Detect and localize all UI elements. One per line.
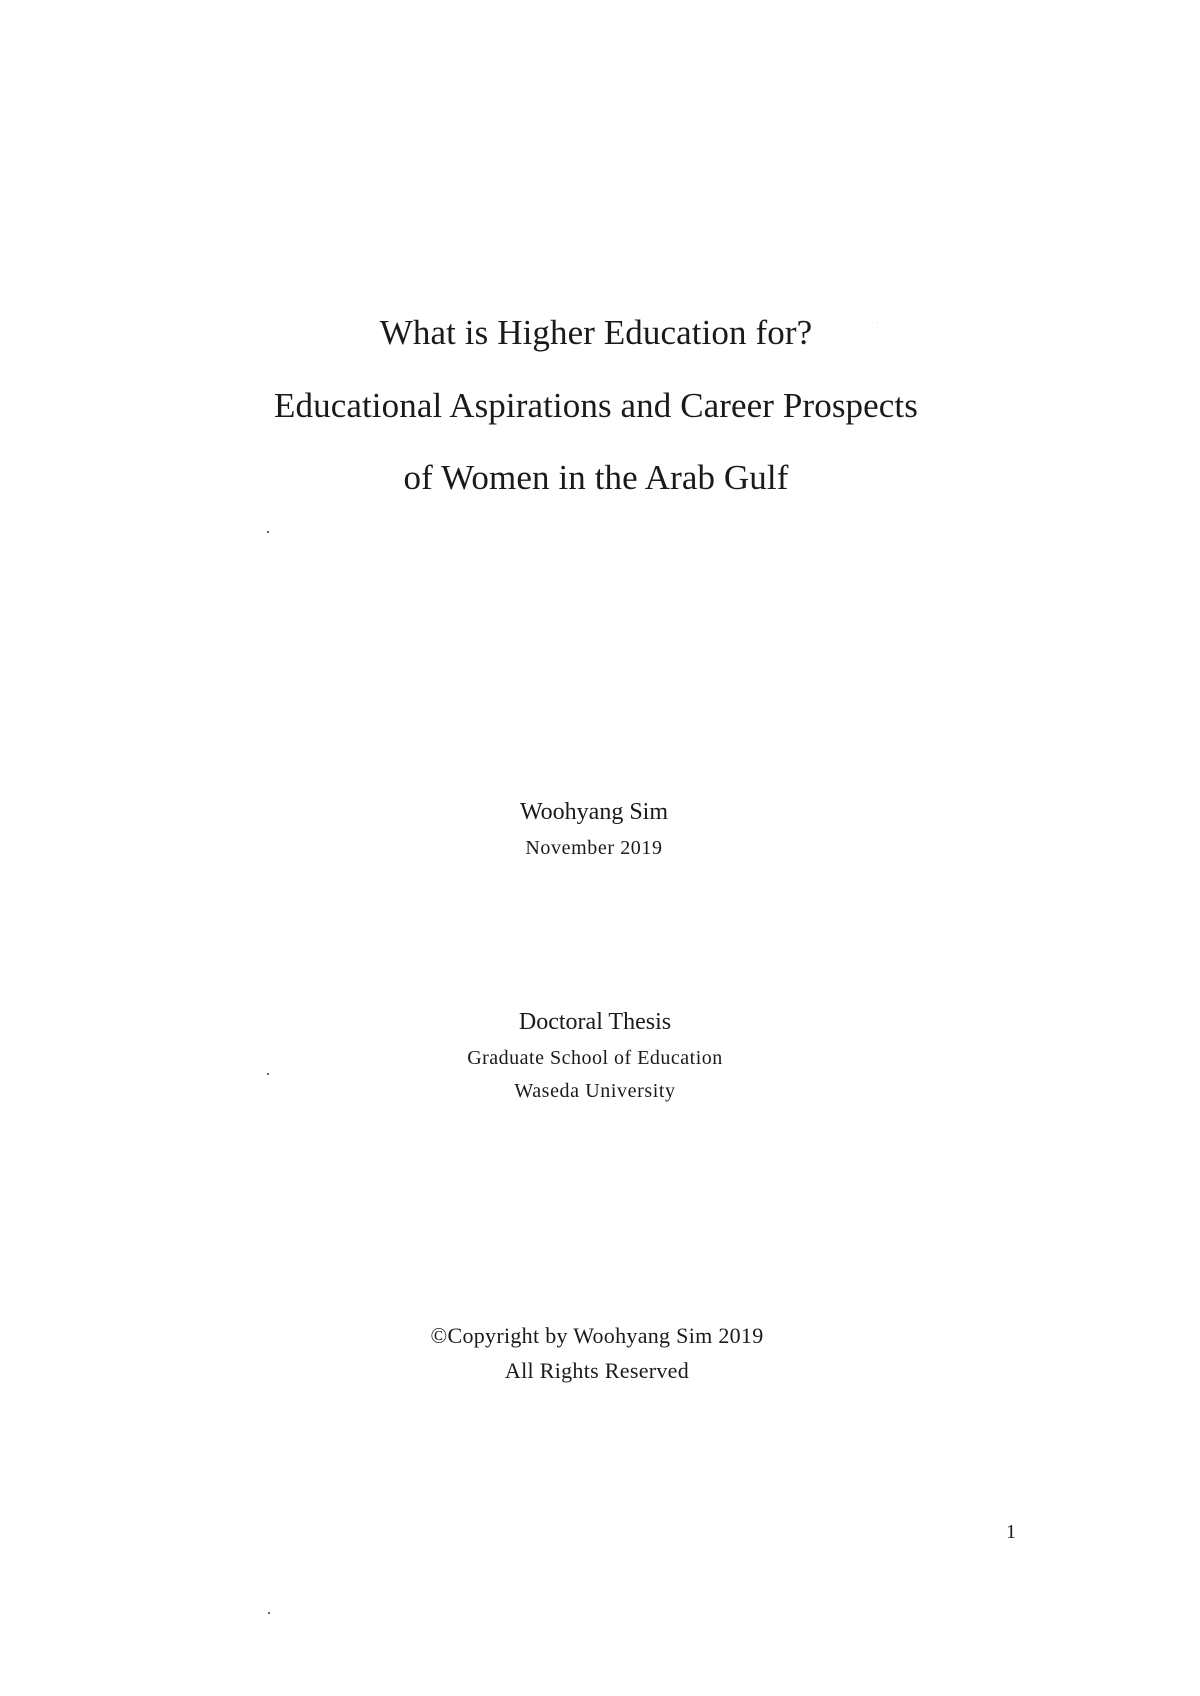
scan-speck bbox=[267, 531, 269, 533]
thesis-title-line-1: What is Higher Education for? bbox=[379, 313, 813, 352]
copyright-notice: ©Copyright by Woohyang Sim 2019 bbox=[430, 1323, 764, 1348]
scan-speck bbox=[877, 322, 878, 323]
thesis-title-line-2: Educational Aspirations and Career Prospects bbox=[274, 386, 918, 425]
author-name: Woohyang Sim bbox=[519, 799, 669, 825]
rights-reserved: All Rights Reserved bbox=[504, 1358, 690, 1383]
scan-speck bbox=[267, 1073, 269, 1075]
page-number: 1 bbox=[1006, 1521, 1016, 1543]
submission-date: November 2019 bbox=[525, 837, 663, 859]
degree-type: Doctoral Thesis bbox=[518, 1009, 672, 1035]
university-name: Waseda University bbox=[514, 1080, 676, 1102]
graduate-school: Graduate School of Education bbox=[467, 1047, 723, 1069]
thesis-title-line-3: of Women in the Arab Gulf bbox=[403, 458, 789, 497]
scan-speck bbox=[268, 1612, 270, 1614]
